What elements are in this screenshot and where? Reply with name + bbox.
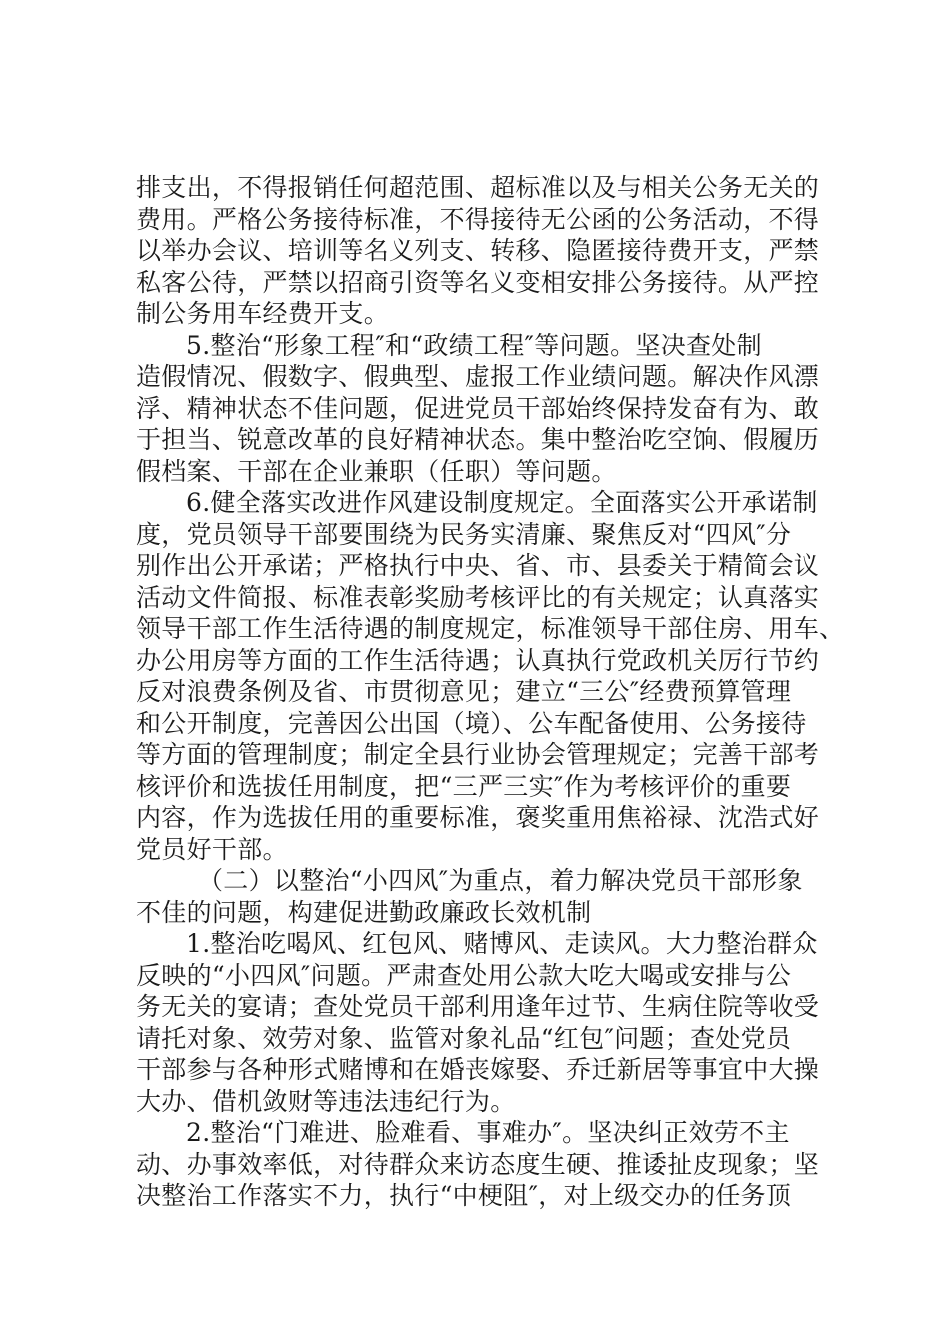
para-item-5: [136, 330, 826, 488]
text-line: 核评价和选拔任用制度，把“三严三实″作为考核评价的重要: [136, 771, 792, 801]
text-line: 和公开制度，完善因公出国（境）、公车配备使用、公务接待: [136, 708, 807, 738]
text-line: 私客公待，严禁以招商引资等名义变相安排公务接待。从严控: [136, 267, 820, 297]
text-line: 内容，作为选拔任用的重要标准，褒奖重用焦裕禄、沈浩式好: [136, 803, 820, 832]
text-line: 办公用房等方面的工作生活待遇；认真执行党政机关厉行节约: [136, 645, 820, 675]
text-line: 领导干部工作生活待遇的制度规定，标准领导干部住房、用车、: [136, 614, 845, 643]
text-line: 假档案、干部在企业兼职（任职）等问题。: [136, 456, 617, 486]
text-line: 1.整治吃喝风、红包风、赌博风、走读风。大力整治群众: [186, 929, 818, 958]
text-line: 等方面的管理制度；制定全县行业协会管理规定；完善干部考: [136, 740, 820, 769]
text-line: 制公务用车经费开支。: [136, 299, 390, 328]
text-line: 于担当、锐意改革的良好精神状态。集中整治吃空饷、假履历: [136, 425, 820, 454]
text-line: 党员好干部。: [136, 834, 288, 864]
para-item-6: [136, 487, 845, 865]
para-continuation: [136, 172, 826, 330]
para-item-1: [136, 928, 826, 1117]
text-line: 6.健全落实改进作风建设制度规定。全面落实公开承诺制: [186, 488, 818, 517]
section-heading-2: [136, 865, 826, 928]
text-line: 活动文件简报、标准表彰奖励考核评比的有关规定；认真落实: [136, 582, 820, 612]
text-line: 请托对象、效劳对象、监管对象礼品“红包″问题；查处党员: [136, 1023, 792, 1053]
text-line: 浮、精神状态不佳问题，促进党员干部始终保持发奋有为、敢: [136, 393, 820, 423]
text-line: 务无关的宴请；查处党员干部利用逢年过节、生病住院等收受: [136, 992, 820, 1021]
text-line: 反对浪费条例及省、市贯彻意见；建立“三公″经费预算管理: [136, 677, 792, 706]
text-line: 不佳的问题，构建促进勤政廉政长效机制: [136, 897, 592, 927]
text-line: 2.整治“门难进、脸难看、事难办″。坚决纠正效劳不主: [186, 1118, 790, 1147]
text-line: 大办、借机敛财等违法违纪行为。: [136, 1086, 516, 1116]
document-page: [136, 172, 845, 1212]
text-line: 费用。严格公务接待标准，不得接待无公函的公务活动，不得: [136, 204, 820, 234]
text-line: 造假情况、假数字、假典型、虚报工作业绩问题。解决作风漂: [136, 362, 820, 391]
text-line: 排支出，不得报销任何超范围、超标准以及与相关公务无关的: [136, 173, 820, 202]
text-line: 5.整治“形象工程″和“政绩工程″等问题。坚决查处制: [186, 330, 762, 360]
text-line: 以举办会议、培训等名义列支、转移、隐匿接待费开支，严禁: [136, 236, 820, 265]
text-line: 决整治工作落实不力，执行“中梗阻″，对上级交办的任务顶: [136, 1181, 792, 1210]
para-item-2: [136, 1117, 826, 1212]
text-line: 别作出公开承诺；严格执行中央、省、市、县委关于精简会议: [136, 551, 820, 580]
text-line: 反映的“小四风″问题。严肃查处用公款大吃大喝或安排与公: [136, 960, 792, 990]
text-line: （二）以整治“小四风″为重点，着力解决党员干部形象: [198, 866, 803, 895]
text-line: 度，党员领导干部要围绕为民务实清廉、聚焦反对“四风″分: [136, 519, 792, 549]
text-line: 干部参与各种形式赌博和在婚丧嫁娶、乔迁新居等事宜中大操: [136, 1055, 820, 1084]
text-line: 动、办事效率低，对待群众来访态度生硬、推诿扯皮现象；坚: [136, 1149, 820, 1179]
